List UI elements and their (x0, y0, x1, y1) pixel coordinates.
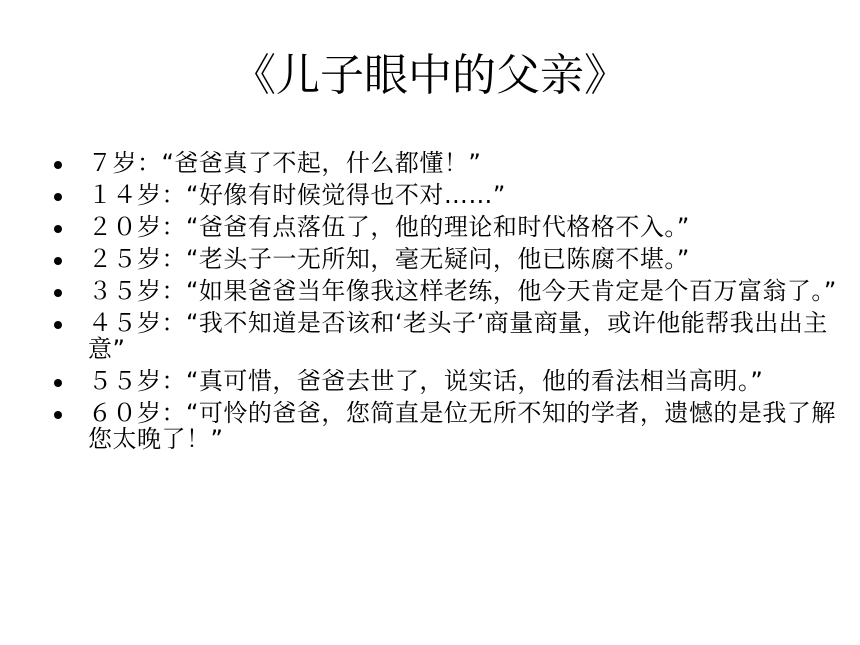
slide-title: 《儿子眼中的父亲》 (232, 50, 628, 101)
bullet-icon (54, 257, 62, 265)
bullet-list (50, 150, 840, 458)
bullet-icon (54, 225, 62, 233)
bullet-text: ２０岁：“爸爸有点落伍了，他的理论和时代格格不入。” (88, 213, 690, 241)
list-item (50, 246, 840, 272)
bullet-icon (54, 193, 62, 201)
bullet-text: ６０岁：“可怜的爸爸，您简直是位无所不知的学者，遗憾的是我了解您太晚了！” (88, 399, 836, 453)
bullet-icon (54, 289, 62, 297)
bullet-text: １４岁：“好像有时候觉得也不对……” (88, 181, 506, 209)
bullet-icon (54, 411, 62, 419)
list-item (50, 182, 840, 208)
list-item (50, 214, 840, 240)
bullet-icon (54, 321, 62, 329)
list-item (50, 278, 840, 304)
bullet-text: ２５岁：“老头子一无所知，毫无疑问，他已陈腐不堪。” (88, 245, 690, 273)
bullet-icon (54, 161, 62, 169)
list-item (50, 150, 840, 176)
bullet-text: ３５岁：“如果爸爸当年像我这样老练，他今天肯定是个百万富翁了。” (88, 277, 837, 305)
bullet-icon (54, 379, 62, 387)
bullet-text: ４５岁：“我不知道是否该和‘老头子’商量商量，或许他能帮我出出主意” (88, 309, 828, 363)
list-item (50, 400, 840, 452)
bullet-text: ７岁：“爸爸真了不起，什么都懂！” (88, 149, 482, 177)
bullet-text: ５５岁：“真可惜，爸爸去世了，说实话，他的看法相当高明。” (88, 367, 764, 395)
list-item (50, 310, 840, 362)
list-item (50, 368, 840, 394)
